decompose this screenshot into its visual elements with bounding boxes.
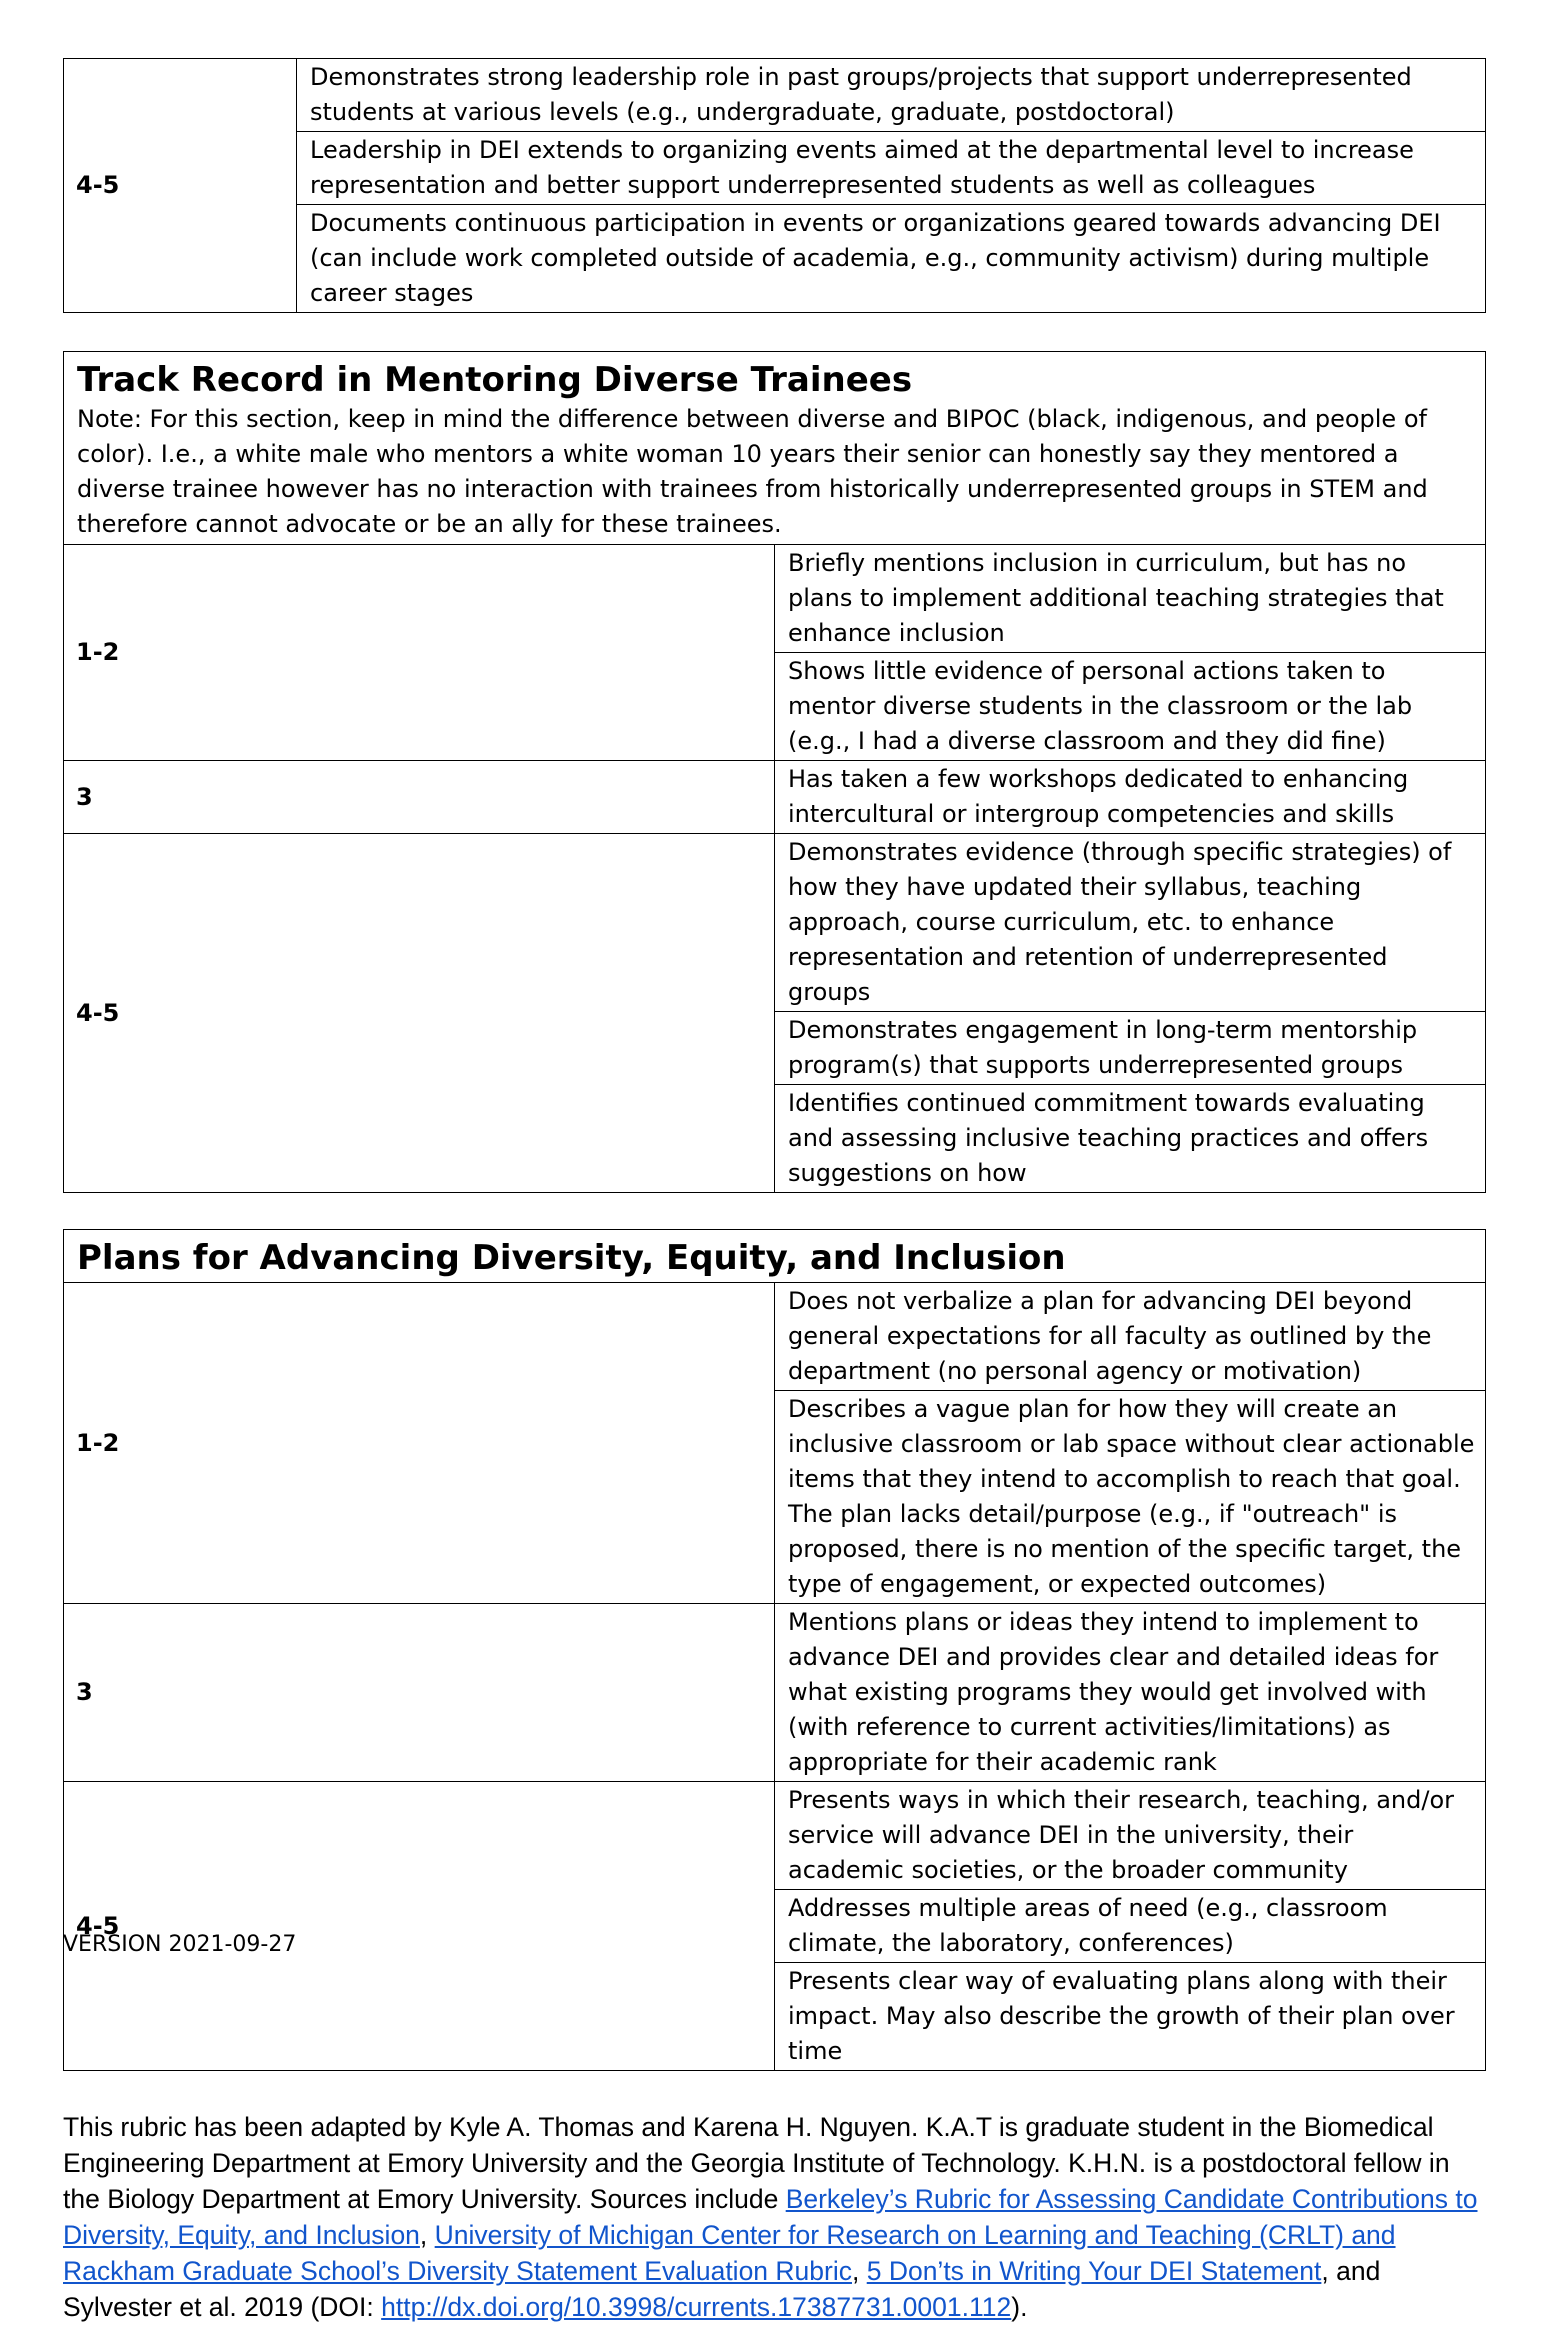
separator-text: , [851,2256,867,2286]
criterion-cell: Briefly mentions inclusion in curriculum, but has no plans to implement additional teaching strategies that enhance inclusion [775,545,1486,653]
criterion-cell: Demonstrates engagement in long-term mentorship program(s) that supports underrepresented groups [775,1012,1486,1085]
criterion-cell: Has taken a few workshops dedicated to enhancing intercultural or intergroup competencies and skills [775,761,1486,834]
criterion-cell: Documents continuous participation in events or organizations geared towards advancing DEI (can include work completed outside of academia, e.g., community activism) during multiple career stages [297,205,1486,313]
section-header [64,1230,1486,1283]
score-label: 4-5 [64,834,775,1193]
section-header-row [64,352,1486,545]
attribution-text: This rubric has been adapted by Kyle A. Thomas and Karena H. Nguyen. K.A.T is graduate student in the Biomedical Engineering Department at Emory University and the Georgia Institute of Technology. K.H.N. is a postdoctoral fellow in the Biology Department at Emory University. Sources include [63,2112,1450,2214]
rubric-row [64,59,1486,132]
score-label: 3 [64,1604,775,1782]
section-header-row [64,1230,1486,1283]
closing-text: ). [1011,2292,1028,2322]
doi-link[interactable]: http://dx.doi.org/10.3998/currents.17387731.0001.112 [381,2292,1012,2322]
criterion-cell: Demonstrates strong leadership role in past groups/projects that support underrepresented students at various levels (e.g., undergraduate, graduate, postdoctoral) [297,59,1486,132]
rubric-row [64,761,1486,834]
section-header [64,352,1486,545]
criterion-cell: Presents clear way of evaluating plans along with their impact. May also describe the growth of their plan over time [775,1963,1486,2071]
criterion-cell: Addresses multiple areas of need (e.g., classroom climate, the laboratory, conferences) [775,1890,1486,1963]
michigan-crlt-link[interactable]: University of Michigan Center for Research on Learning and Teaching (CRLT) and Rackham Graduate School’s Diversity Statement Evaluation Rubric [63,2220,1396,2286]
rubric-page [63,58,1486,2352]
criterion-cell: Describes a vague plan for how they will create an inclusive classroom or lab space without clear actionable items that they intend to accomplish to reach that goal. The plan lacks detail/purpose (e.g., if "outreach" is proposed, there is no mention of the specific target, the type of engagement, or expected outcomes) [775,1391,1486,1604]
rubric-row [64,1782,1486,1890]
criterion-cell: Does not verbalize a plan for advancing DEI beyond general expectations for all faculty as outlined by the department (no personal agency or motivation) [775,1283,1486,1391]
section-note: Note: For this section, keep in mind the difference between diverse and BIPOC (black, indigenous, and people of color). I.e., a white male who mentors a white woman 10 years their senior can honestly say they mentored a diverse trainee however has no interaction with trainees from historically underrepresented groups in STEM and therefore cannot advocate or be an ally for these trainees. [77,405,1428,538]
separator-text: , [419,2220,435,2250]
criterion-cell: Demonstrates evidence (through specific strategies) of how they have updated their syllabus, teaching approach, course curriculum, etc. to enhance representation and retention of underrepresented groups [775,834,1486,1012]
berkeley-rubric-link[interactable]: Berkeley’s Rubric for Assessing Candidate Contributions to Diversity, Equity, and Inclusion [63,2184,1478,2250]
criterion-cell: Mentions plans or ideas they intend to implement to advance DEI and provides clear and detailed ideas for what existing programs they would get involved with (with reference to current activities/limitations) as appropriate for their academic rank [775,1604,1486,1782]
citation-text: , and Sylvester et al. 2019 (DOI: [63,2256,1381,2322]
criterion-cell: Shows little evidence of personal actions taken to mentor diverse students in the classroom or the lab (e.g., I had a diverse classroom and they did fine) [775,653,1486,761]
score-label: 4-5 [64,59,297,313]
score-label: 1-2 [64,1283,775,1604]
section-title: Plans for Advancing Diversity, Equity, and Inclusion [77,1238,1066,1278]
rubric-row [64,1604,1486,1782]
rubric-table-leadership [63,58,1486,313]
criterion-cell: Identifies continued commitment towards evaluating and assessing inclusive teaching practices and offers suggestions on how [775,1085,1486,1193]
rubric-table-mentoring [63,351,1486,1193]
rubric-row [64,1283,1486,1391]
version-label: VERSION 2021-09-27 [63,1932,297,1957]
section-title: Track Record in Mentoring Diverse Trainees [77,360,913,400]
rubric-row [64,545,1486,653]
score-label: 3 [64,761,775,834]
rubric-row [64,834,1486,1012]
attribution-paragraph [63,2109,1493,2325]
score-label: 1-2 [64,545,775,761]
score-label: 4-5 [64,1782,775,2071]
dei-statement-donts-link[interactable]: 5 Don’ts in Writing Your DEI Statement [866,2256,1322,2286]
criterion-cell: Presents ways in which their research, teaching, and/or service will advance DEI in the university, their academic societies, or the broader community [775,1782,1486,1890]
criterion-cell: Leadership in DEI extends to organizing events aimed at the departmental level to increase representation and better support underrepresented students as well as colleagues [297,132,1486,205]
